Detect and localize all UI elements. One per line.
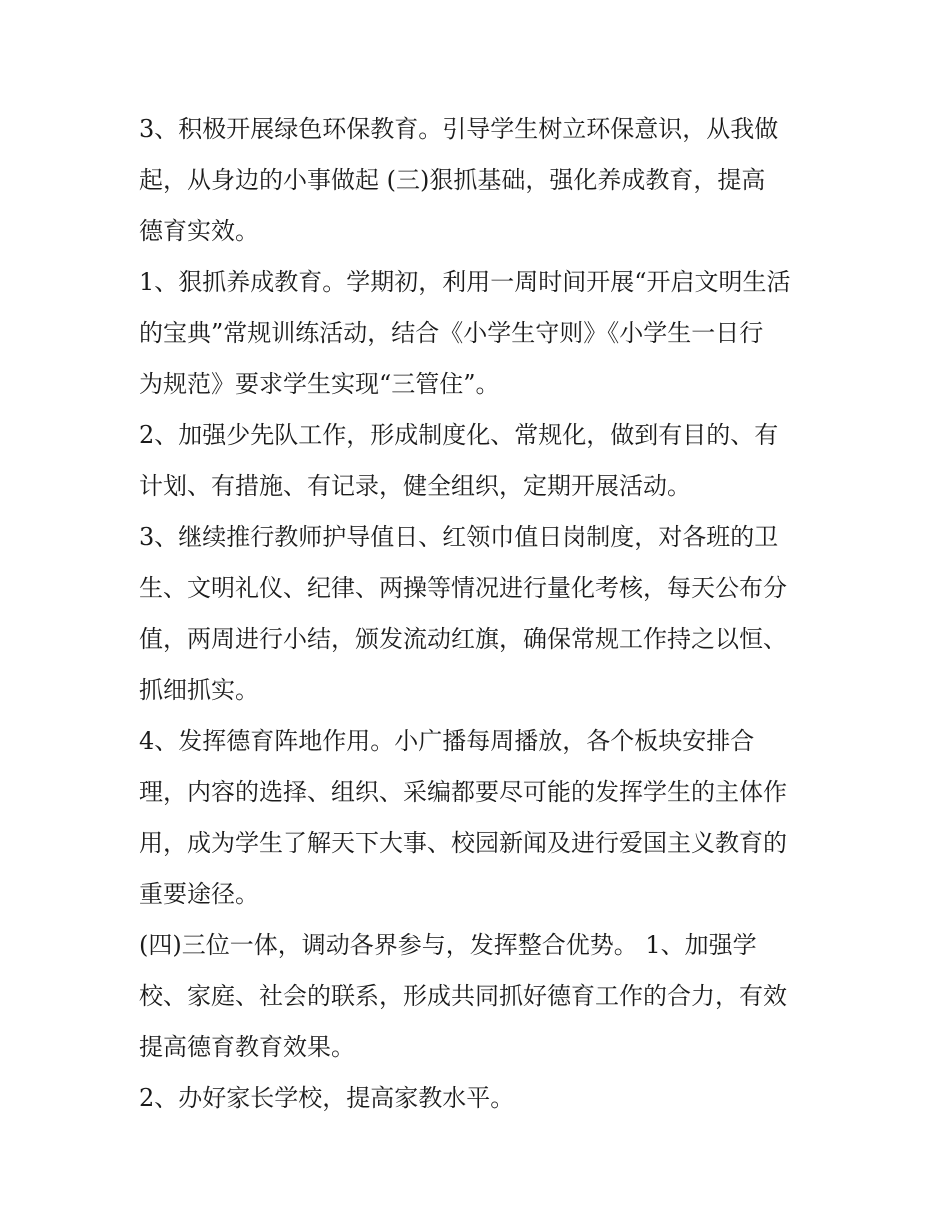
text-line: 为规范》要求学生实现“三管住”。: [139, 370, 500, 398]
text-line: 理，内容的选择、组织、采编都要尽可能的发挥学生的主体作: [139, 778, 787, 806]
paragraph-three-in-one: [139, 920, 824, 1073]
paragraph-young-pioneers: [139, 410, 824, 512]
paragraph-parent-school: [139, 1073, 824, 1124]
text-line: 的宝典”常规训练活动，结合《小学生守则》《小学生一日行: [139, 319, 764, 347]
text-line: 重要途径。: [139, 880, 259, 908]
text-line: 2、办好家长学校，提高家教水平。: [139, 1084, 515, 1112]
paragraph-duty-system: [139, 512, 824, 716]
text-line: 计划、有措施、有记录，健全组织，定期开展活动。: [139, 472, 691, 500]
paragraph-habit-education: [139, 257, 824, 410]
text-line: 值，两周进行小结，颁发流动红旗，确保常规工作持之以恒、: [139, 625, 787, 653]
text-line: 校、家庭、社会的联系，形成共同抓好德育工作的合力，有效: [139, 982, 787, 1010]
text-line: 提高德育教育效果。: [139, 1033, 355, 1061]
paragraph-moral-position: [139, 716, 824, 920]
text-line: (四)三位一体，调动各界参与，发挥整合优势。 1、加强学: [139, 931, 757, 959]
text-line: 3、积极开展绿色环保教育。引导学生树立环保意识，从我做: [139, 115, 779, 143]
text-line: 德育实效。: [139, 217, 259, 245]
text-line: 1、狠抓养成教育。学期初，利用一周时间开展“开启文明生活: [139, 268, 791, 296]
text-line: 2、加强少先队工作，形成制度化、常规化，做到有目的、有: [139, 421, 779, 449]
text-line: 生、文明礼仪、纪律、两操等情况进行量化考核，每天公布分: [139, 574, 787, 602]
text-line: 抓细抓实。: [139, 676, 259, 704]
paragraph-green-education: [139, 104, 824, 257]
text-line: 3、继续推行教师护导值日、红领巾值日岗制度，对各班的卫: [139, 523, 779, 551]
text-line: 起，从身边的小事做起 (三)狠抓基础，强化养成教育，提高: [139, 166, 766, 194]
document-body: [139, 104, 824, 1124]
text-line: 用，成为学生了解天下大事、校园新闻及进行爱国主义教育的: [139, 829, 787, 857]
text-line: 4、发挥德育阵地作用。小广播每周播放，各个板块安排合: [139, 727, 755, 755]
